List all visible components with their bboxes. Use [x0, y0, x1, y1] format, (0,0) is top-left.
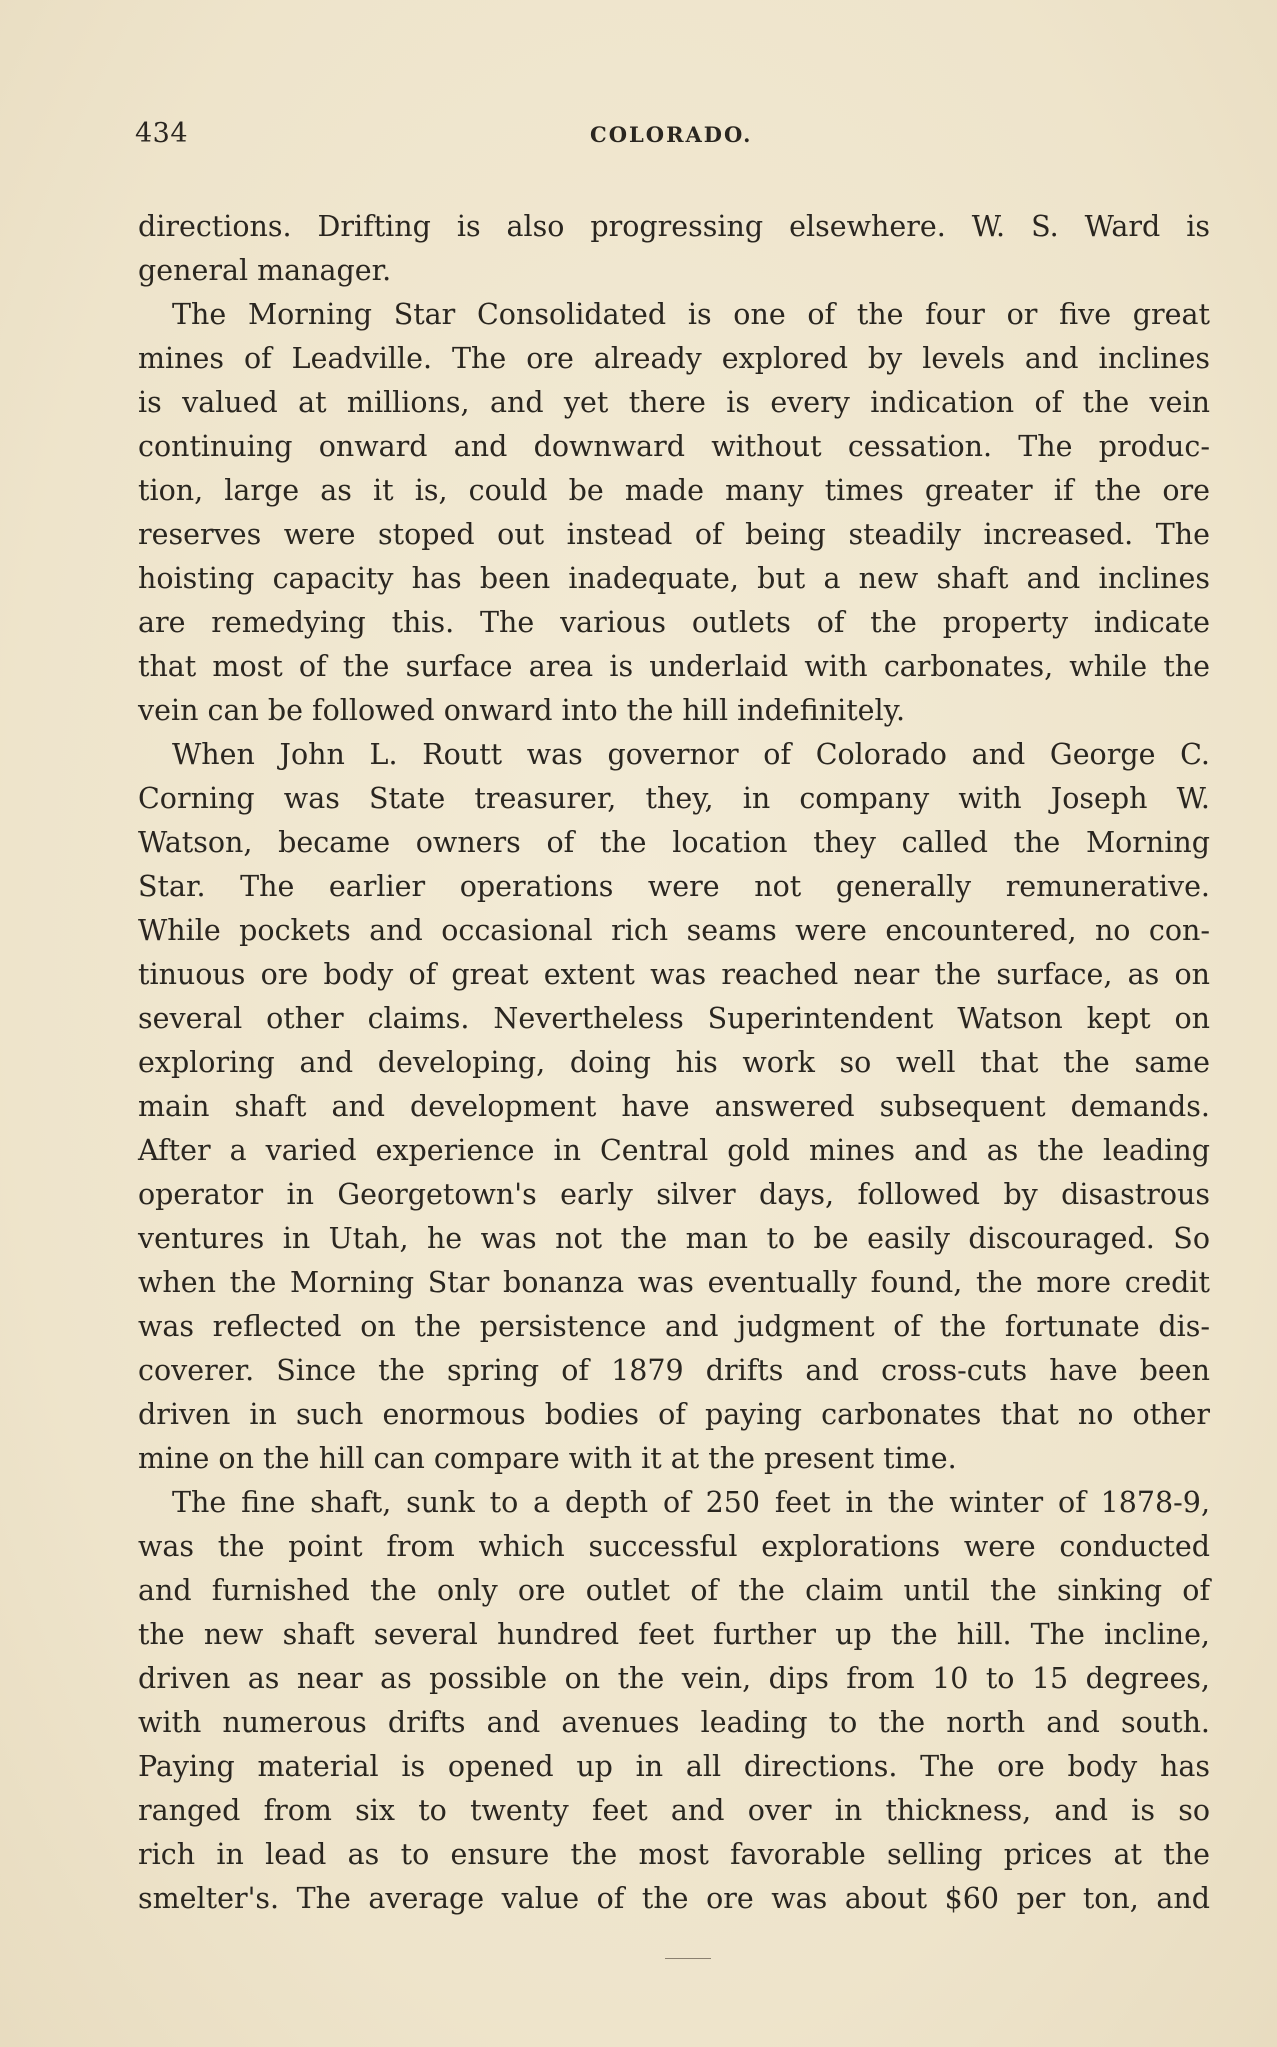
paragraph-start-line: The fine shaft, sunk to a depth of 250 feet in the winter of 1878-9, — [172, 1486, 1210, 1519]
text-line: reserves were stoped out instead of being steadily increased. The — [138, 518, 1210, 551]
paragraph-start-line: The Morning Star Consolidated is one of the four or five great — [172, 298, 1210, 331]
text-line: are remedying this. The various outlets of the property indicate — [138, 606, 1210, 639]
page-header — [135, 118, 1205, 158]
text-line: directions. Drifting is also progressing elsewhere. W. S. Ward is — [138, 210, 1210, 243]
text-line: smelter's. The average value of the ore was about $60 per ton, and — [138, 1882, 1210, 1915]
text-line: several other claims. Nevertheless Superintendent Watson kept on — [138, 1002, 1210, 1035]
page-number: 434 — [135, 118, 189, 149]
text-line: After a varied experience in Central gold mines and as the leading — [138, 1134, 1210, 1167]
text-line: driven in such enormous bodies of paying carbonates that no other — [138, 1398, 1210, 1431]
text-line: hoisting capacity has been inadequate, but a new shaft and inclines — [138, 562, 1210, 595]
text-line: rich in lead as to ensure the most favorable selling prices at the — [138, 1838, 1210, 1871]
text-line: mines of Leadville. The ore already explored by levels and inclines — [138, 342, 1210, 375]
body-text — [138, 205, 1210, 1921]
text-line: with numerous drifts and avenues leading to the north and south. — [138, 1706, 1210, 1739]
text-line: was the point from which successful explorations were conducted — [138, 1530, 1210, 1563]
text-line: vein can be followed onward into the hill indefinitely. — [138, 694, 906, 727]
text-line: exploring and developing, doing his work so well that the same — [138, 1046, 1210, 1079]
text-line: tion, large as it is, could be made many times greater if the ore — [138, 474, 1210, 507]
text-line: and furnished the only ore outlet of the claim until the sinking of — [138, 1574, 1210, 1607]
text-line: is valued at millions, and yet there is every indication of the vein — [138, 386, 1210, 419]
text-line: continuing onward and downward without cessation. The produc- — [138, 430, 1210, 463]
text-line: the new shaft several hundred feet further up the hill. The incline, — [138, 1618, 1210, 1651]
text-line: ventures in Utah, he was not the man to be easily discouraged. So — [138, 1222, 1210, 1255]
text-line: tinuous ore body of great extent was reached near the surface, as on — [138, 958, 1210, 991]
text-line: that most of the surface area is underlaid with carbonates, while the — [138, 650, 1210, 683]
text-line: While pockets and occasional rich seams were encountered, no con- — [138, 914, 1210, 947]
text-line: main shaft and development have answered subsequent demands. — [138, 1090, 1210, 1123]
text-line: ranged from six to twenty feet and over in thickness, and is so — [138, 1794, 1210, 1827]
running-head: COLORADO. — [590, 122, 753, 147]
footer-rule — [665, 1958, 711, 1959]
text-line: Corning was State treasurer, they, in company with Joseph W. — [138, 782, 1210, 815]
text-line: general manager. — [138, 254, 392, 287]
text-line: when the Morning Star bonanza was eventually found, the more credit — [138, 1266, 1210, 1299]
text-line: mine on the hill can compare with it at the present time. — [138, 1442, 957, 1475]
text-line: was reflected on the persistence and judgment of the fortunate dis- — [138, 1310, 1210, 1343]
text-line: coverer. Since the spring of 1879 drifts and cross-cuts have been — [138, 1354, 1210, 1387]
text-line: Watson, became owners of the location they called the Morning — [138, 826, 1210, 859]
paragraph-start-line: When John L. Routt was governor of Colorado and George C. — [172, 738, 1210, 771]
text-line: Paying material is opened up in all directions. The ore body has — [138, 1750, 1210, 1783]
text-line: driven as near as possible on the vein, dips from 10 to 15 degrees, — [138, 1662, 1210, 1695]
text-line: operator in Georgetown's early silver days, followed by disastrous — [138, 1178, 1210, 1211]
text-line: Star. The earlier operations were not generally remunerative. — [138, 870, 1210, 903]
